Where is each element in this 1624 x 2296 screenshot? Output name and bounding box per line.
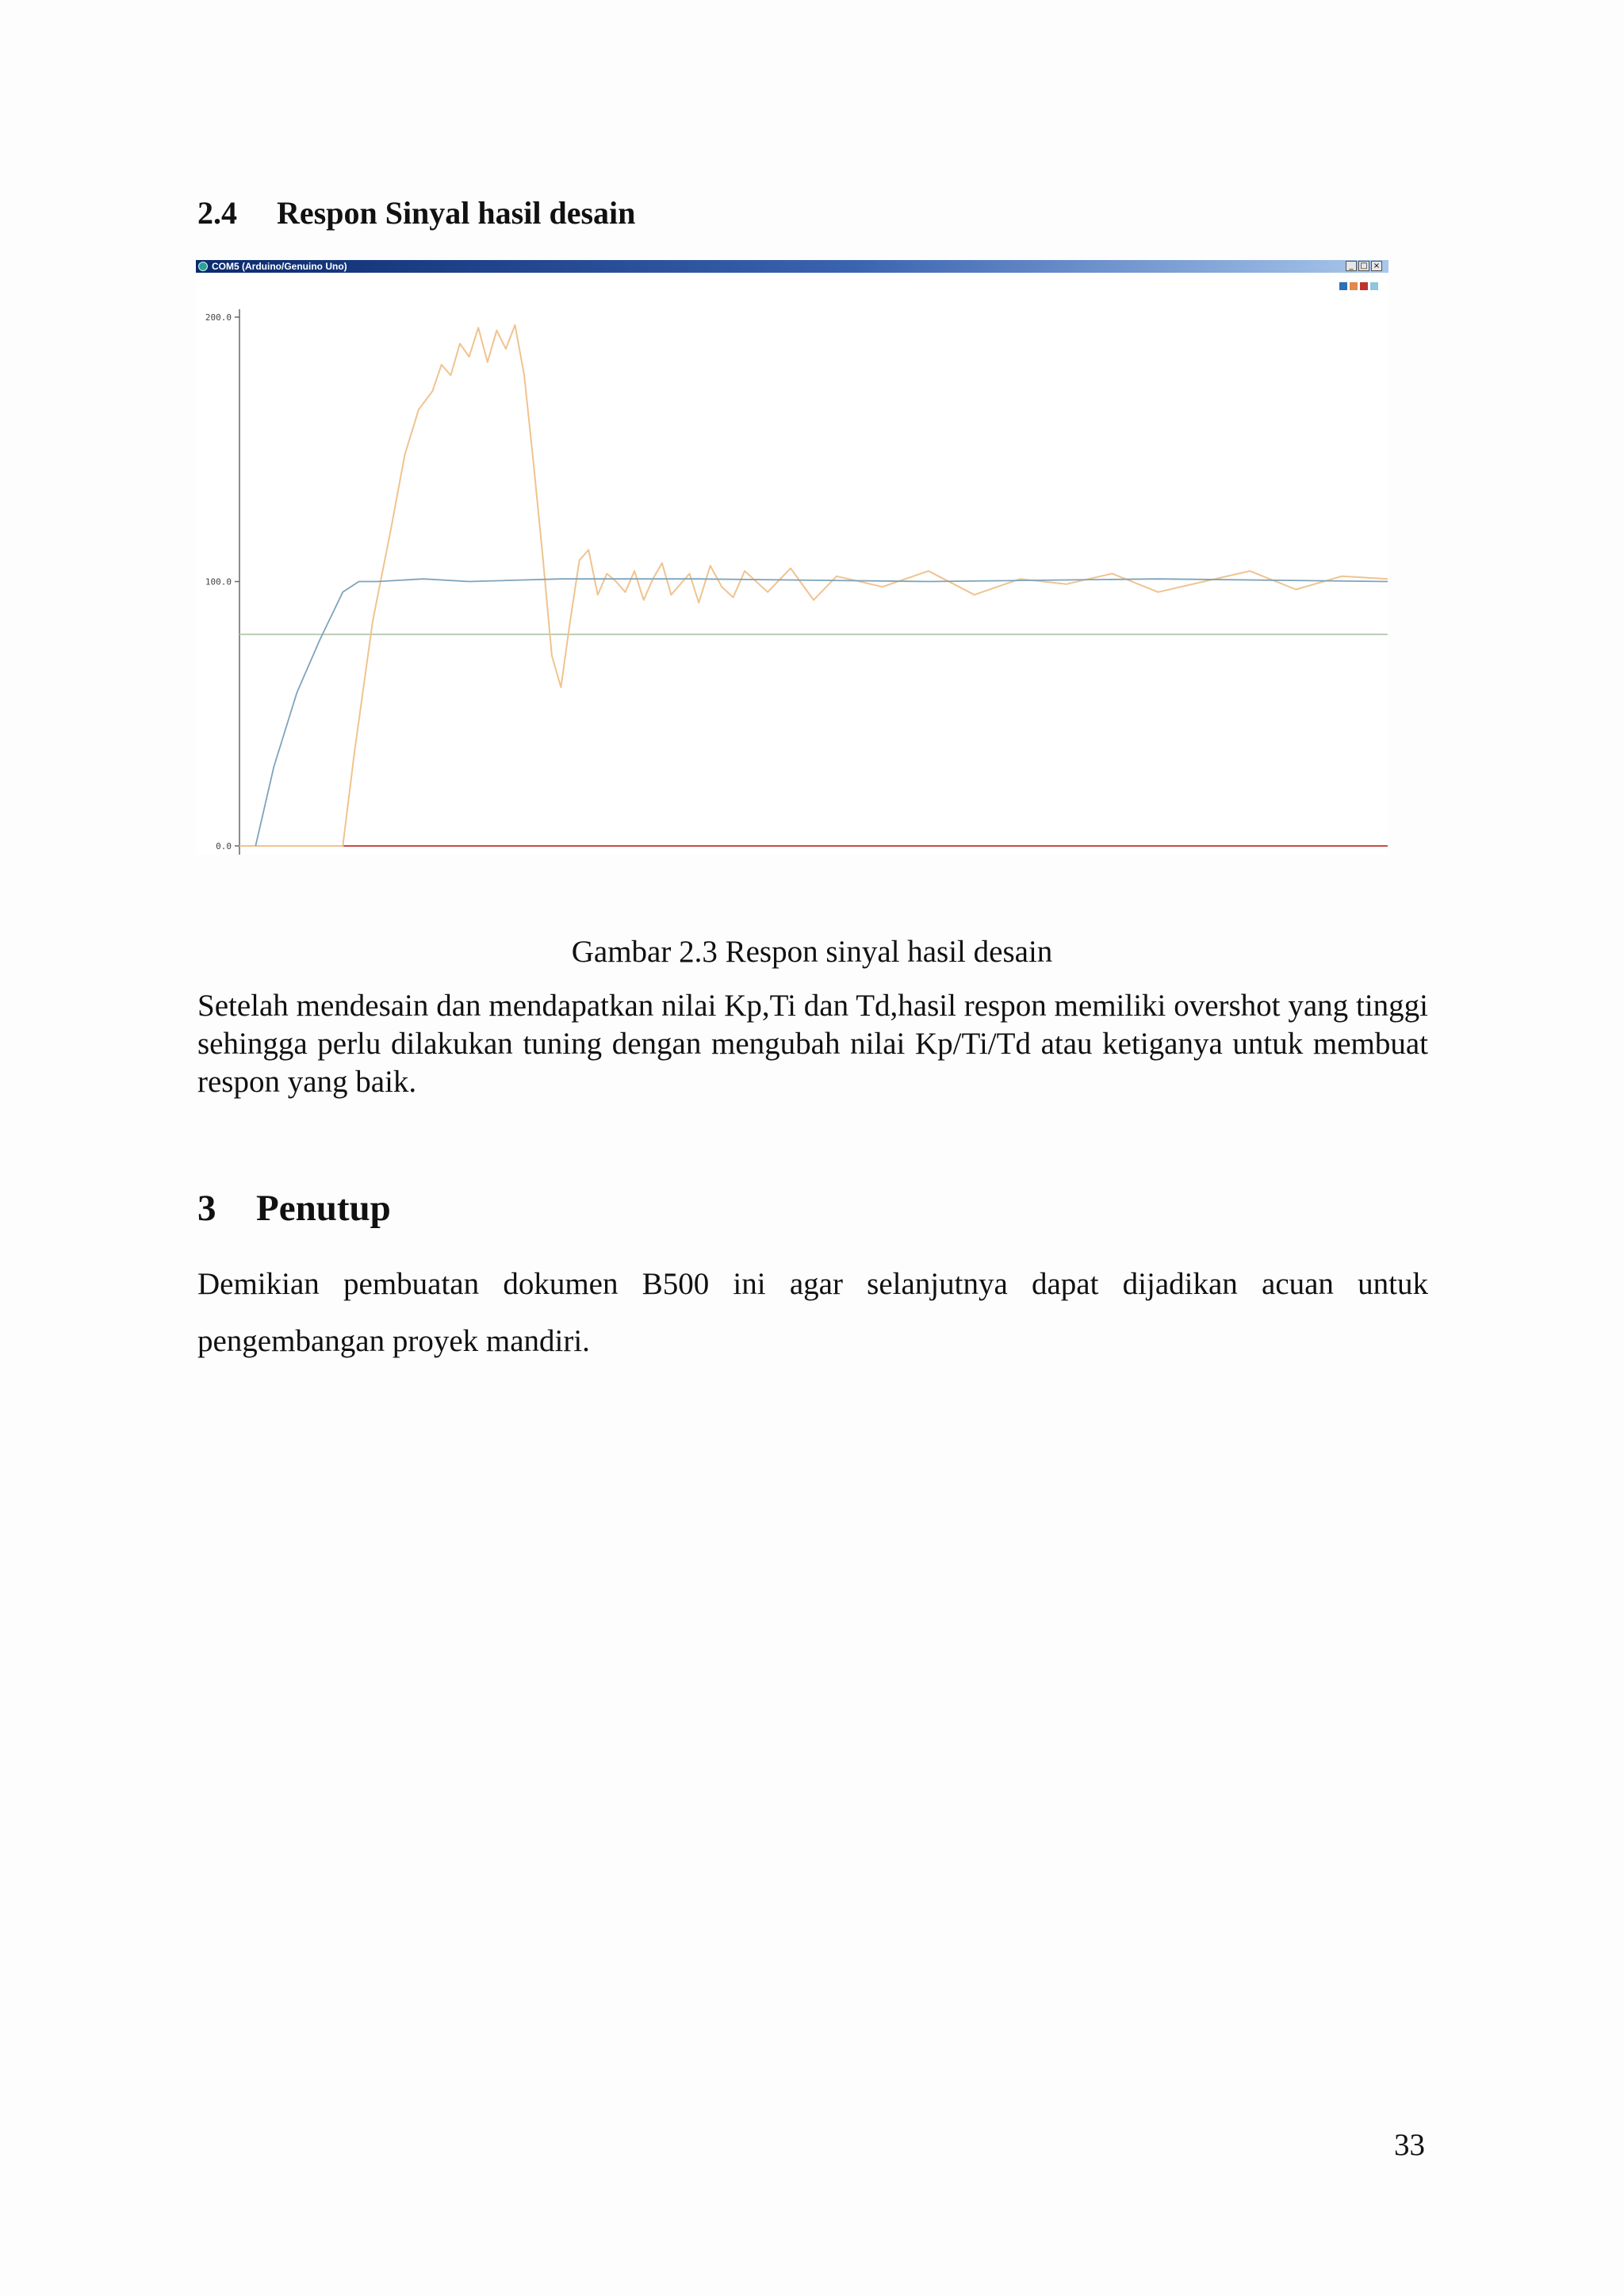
series-line-1 xyxy=(239,325,1388,846)
chapter-heading xyxy=(197,1187,391,1230)
maximize-button[interactable]: □ xyxy=(1358,261,1369,271)
legend-swatch-1 xyxy=(1350,282,1358,290)
section-heading xyxy=(197,194,635,232)
section-number: 2.4 xyxy=(197,195,237,231)
page-number: 33 xyxy=(1394,2128,1425,2162)
signal-plot xyxy=(196,273,1388,855)
legend-swatch-0 xyxy=(1339,282,1347,290)
y-tick-label-1: 100.0 xyxy=(205,576,232,587)
chapter-title: Penutup xyxy=(256,1188,391,1229)
figure-caption: Gambar 2.3 Respon sinyal hasil desain xyxy=(571,935,1053,969)
body-paragraph-1: Setelah mendesain dan mendapatkan nilai Kp,Ti dan Td,hasil respon memiliki overshot yang tinggi sehingga perlu dilakukan tuning dengan mengubah nilai Kp/Ti/Td atau ketiganya untuk membuat respon yang baik. xyxy=(197,989,1428,1099)
legend-swatch-2 xyxy=(1360,282,1368,290)
window-title: COM5 (Arduino/Genuino Uno) xyxy=(212,261,347,272)
section-title: Respon Sinyal hasil desain xyxy=(277,195,636,231)
body-paragraph-2: Demikian pembuatan dokumen B500 ini agar selanjutnya dapat dijadikan acuan untuk pengembangan proyek mandiri. xyxy=(197,1267,1428,1358)
close-button[interactable]: × xyxy=(1371,261,1382,271)
window-titlebar xyxy=(196,260,1388,273)
series-line-0 xyxy=(255,579,1388,846)
y-tick-label-2: 200.0 xyxy=(205,312,232,323)
legend-swatch-3 xyxy=(1370,282,1378,290)
arduino-app-icon xyxy=(198,262,208,271)
minimize-button[interactable]: _ xyxy=(1346,261,1357,271)
y-tick-label-0: 0.0 xyxy=(216,841,232,851)
serial-plotter-window xyxy=(196,260,1388,855)
chapter-number: 3 xyxy=(197,1188,216,1229)
